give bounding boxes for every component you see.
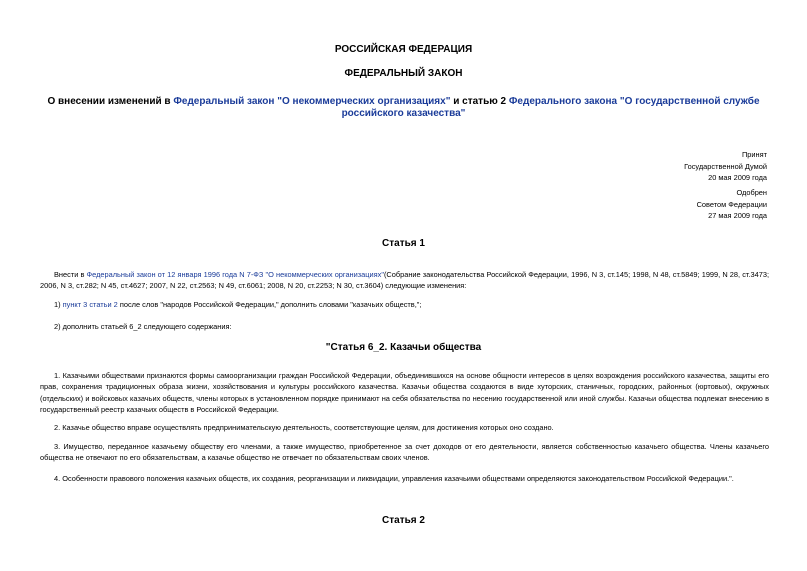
point-3: 3. Имущество, переданное казачьему обществу его членами, а также имущество, приобретенное за счет доходов от его деятельности, является собственностью казачьего общества. Члены казачьего общества не отвечают по его обязательствам, а казачье общество не отвечает по обязательствам своих членов. xyxy=(40,442,769,463)
title-middle: и статью 2 xyxy=(450,96,509,107)
new-article-heading: "Статья 6_2. Казачьи общества xyxy=(325,342,482,353)
article-1-item-1 xyxy=(54,299,769,310)
law-title xyxy=(40,96,767,120)
country-heading: РОССИЙСКАЯ ФЕДЕРАЦИЯ xyxy=(334,44,473,55)
approved-label: Одобрен xyxy=(736,188,767,197)
item-1-prefix: 1) xyxy=(54,300,63,309)
article-2-heading: Статья 2 xyxy=(382,515,425,526)
intro-prefix: Внести в xyxy=(54,270,87,279)
accepted-date: 20 мая 2009 года xyxy=(708,173,767,182)
intro-suffix: (Собрание законодательства Российской Федерации, 1996, N 3, ст.145; 1998, N 48, ст.5849; 1999, N 28, ст.3473; 2006, N 3, ст.282; N 45, ст.4627; 2007, N 22, ст.2563; N 49, ст.6061; 2008, N 20, ст.2253; N 30, ст.3604) следующие изменения: xyxy=(40,270,769,291)
accepted-block xyxy=(567,149,767,184)
intro-law-link[interactable]: Федеральный закон от 12 января 1996 года N 7-ФЗ "О некоммерческих организациях" xyxy=(86,270,384,279)
accepted-label: Принят xyxy=(741,150,767,159)
document-type-heading: ФЕДЕРАЛЬНЫЙ ЗАКОН xyxy=(344,68,463,79)
approved-date: 27 мая 2009 года xyxy=(708,211,767,220)
item-1-suffix: после слов "народов Российской Федерации," дополнить словами "казачьих обществ,"; xyxy=(117,300,422,309)
title-link-cossack-law[interactable]: Федерального закона "О государственной службе российского казачества" xyxy=(341,96,760,119)
point-1: 1. Казачьими обществами признаются формы самоорганизации граждан Российской Федерации, объединившихся на основе общности интересов в целях возрождения российского казачества, защиты его прав, сохранения традиционных образа жизни, хозяйствования и культуры российского казачества. Казачьи общества создаются в виде хуторских, станичных, городских, районных (юртовых), окружных (отдельских) и войсковых казачьих обществ, члены которых в установленном порядке принимают на себя обязательства по несению государственной или иной службы. Казачьи общества подлежат внесению в государственный реестр казачьих обществ в Российской Федерации. xyxy=(40,371,769,414)
item-1-link[interactable]: пункт 3 статьи 2 xyxy=(62,300,118,309)
accepted-by: Государственной Думой xyxy=(684,161,767,171)
point-2: 2. Казачье общество вправе осуществлять предпринимательскую деятельность, соответствующие целям, для достижения которых оно создано. xyxy=(54,423,554,432)
title-prefix: О внесении изменений в xyxy=(47,96,174,107)
point-4: 4. Особенности правового положения казачьих обществ, их создания, реорганизации и ликвидации, управления казачьими обществами определяются законодательством Российской Федерации.". xyxy=(54,474,734,483)
title-link-nko-law[interactable]: Федеральный закон "О некоммерческих организациях" xyxy=(173,96,451,107)
article-1-intro xyxy=(40,269,769,292)
article-1-item-2: 2) дополнить статьей 6_2 следующего содержания: xyxy=(54,322,232,331)
article-1-heading: Статья 1 xyxy=(382,238,425,249)
approved-block xyxy=(567,187,767,222)
approved-by: Советом Федерации xyxy=(696,199,767,209)
